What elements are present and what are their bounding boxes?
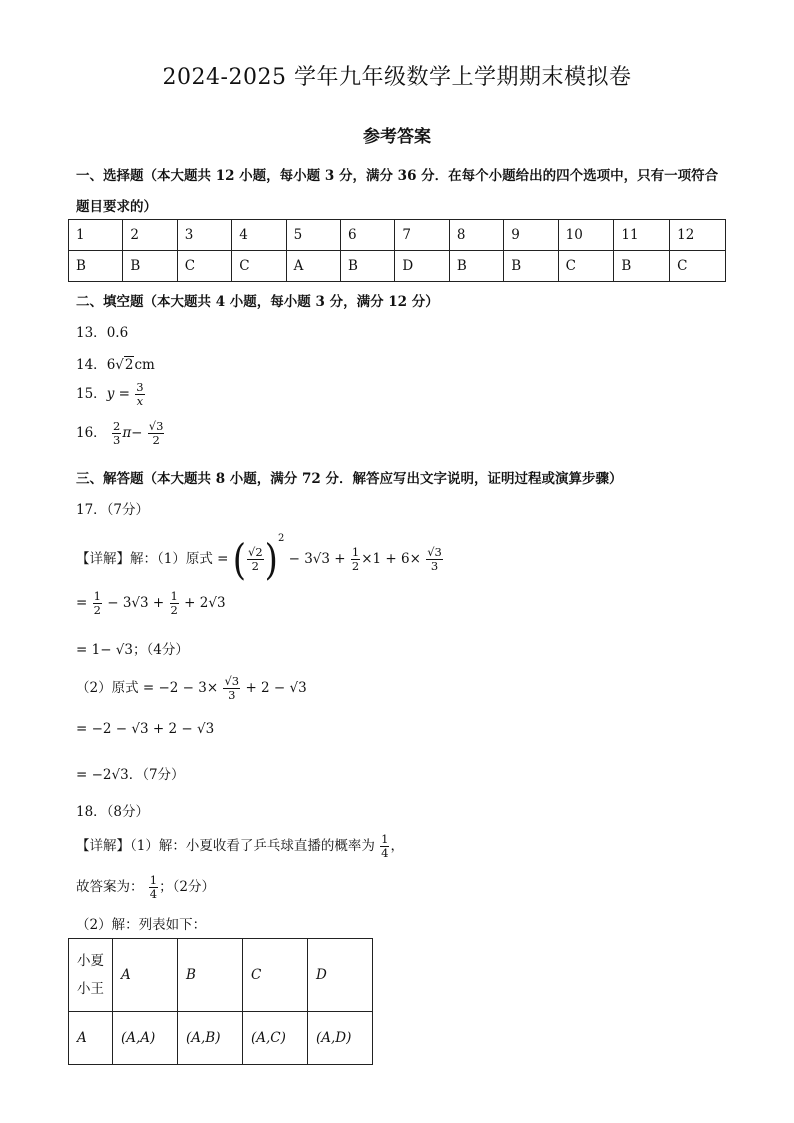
answer-cell: B <box>614 251 670 282</box>
q17-line3: = 1− √3；（4分） <box>76 642 189 658</box>
q17-l1-tail2: ×1 + 6× <box>361 551 421 567</box>
q13-label: 13． <box>76 325 107 341</box>
question-number-cell: 9 <box>504 220 558 251</box>
q14-unit: cm <box>134 357 155 373</box>
q17-l4-text: （2）原式 = −2 − 3× <box>76 680 219 696</box>
q18-detail-end: ， <box>390 838 404 854</box>
q18-detail-line <box>76 833 404 860</box>
q15-den: x <box>136 394 144 408</box>
section3-heading: 三、解答题（本大题共 8 小题，满分 72 分．解答应写出文字说明，证明过程或演算步骤） <box>76 471 623 487</box>
sqrt-symbol: √ <box>115 357 124 373</box>
outcome-cell: (A,A) <box>113 1012 178 1065</box>
answer-cell: C <box>558 251 614 282</box>
question-number-cell: 7 <box>395 220 450 251</box>
answer-table-answer-row <box>69 251 726 282</box>
page-title: 2024-2025 学年九年级数学上学期期末模拟卷 <box>162 65 632 90</box>
answer-cell: B <box>449 251 503 282</box>
q14-answer <box>76 353 155 373</box>
q15-lhs: y = <box>106 386 130 402</box>
probability-row-a <box>69 1012 373 1065</box>
page-subtitle: 参考答案 <box>363 127 431 147</box>
q17-line2: = $\frac{1}{2}$ − 3√3 + $\frac{1}{2}$ + 2√3 <box>76 589 226 617</box>
q14-label: 14． <box>76 357 107 373</box>
q17-l4-frac: $\frac{√3}{3}$ <box>224 674 240 702</box>
outcome-cell: (A,C) <box>243 1012 308 1065</box>
q16-num2: √3 <box>148 419 164 433</box>
q14-radicand: 2 <box>124 357 134 373</box>
exponent: 2 <box>277 533 285 544</box>
answer-cell: B <box>341 251 395 282</box>
q18-ans-frac: $\frac{1}{4}$ <box>149 873 158 901</box>
q18-ans-end: ；（2分） <box>159 879 215 895</box>
q15-label: 15． <box>76 386 107 402</box>
q17-l2-frac-2: $\frac{1}{2}$ <box>170 589 178 617</box>
answer-cell: B <box>123 251 177 282</box>
q16-num1: 2 <box>112 419 121 433</box>
right-paren: ) <box>264 534 278 585</box>
question-number-cell: 4 <box>232 220 286 251</box>
q14-coef: 6 <box>106 357 116 373</box>
corner-top: 小夏 <box>77 953 104 969</box>
answer-cell: B <box>69 251 123 282</box>
q16-label: 16． <box>76 425 107 441</box>
q16-fraction-1 <box>112 420 121 447</box>
answer-table <box>68 219 726 282</box>
q17-frac-half: $\frac{1}{2}$ <box>351 545 360 573</box>
question-number-cell: 6 <box>341 220 395 251</box>
q13-answer <box>76 321 128 341</box>
q17-l1-tail1: − 3√3 + <box>288 551 346 567</box>
outcome-cell: (A,B) <box>178 1012 243 1065</box>
q15-fraction <box>135 381 144 408</box>
question-number-cell: 1 <box>69 220 123 251</box>
q18-frac-quarter: $\frac{1}{4}$ <box>381 832 389 860</box>
answer-cell: A <box>286 251 340 282</box>
q17-l2-tail: + 2√3 <box>184 595 226 611</box>
q16-fraction-2 <box>148 420 165 447</box>
question-number-cell: 2 <box>123 220 177 251</box>
q17-l4-tail: + 2 − √3 <box>245 680 307 696</box>
question-number-cell: 10 <box>558 220 614 251</box>
question-number-cell: 12 <box>670 220 726 251</box>
answer-cell: C <box>670 251 726 282</box>
q17-frac-sqrt3-over-3: $\frac{√3}{3}$ <box>427 545 442 573</box>
q17-line5: = −2 − √3 + 2 − √3 <box>76 721 215 737</box>
column-header-cell: C <box>243 939 308 1012</box>
corner-bottom: 小王 <box>77 981 104 997</box>
answer-cell: C <box>232 251 286 282</box>
q16-pi: π− <box>122 425 143 441</box>
question-number-cell: 11 <box>614 220 670 251</box>
q16-den2: 2 <box>152 433 160 447</box>
column-header-cell: B <box>178 939 243 1012</box>
q15-num: 3 <box>136 380 144 394</box>
answer-cell: D <box>395 251 450 282</box>
question-number-cell: 3 <box>177 220 231 251</box>
outcome-cell: (A,D) <box>308 1012 373 1065</box>
column-header-cell: A <box>113 939 178 1012</box>
answer-cell: B <box>504 251 558 282</box>
q18-ans: 故答案为： <box>76 879 144 895</box>
question-number-cell: 8 <box>449 220 503 251</box>
q17-line1: 【详解】解：（1）原式 = ( $\frac{√2}{2}$ )$^2$ − 3√3 + $\frac{1}{2}$ ×1 + 6× $\frac{√3}{3}$ <box>76 533 442 585</box>
q18-detail: 【详解】（1）解：小夏收看了乒乓球直播的概率为 <box>76 838 375 854</box>
q17-line4 <box>76 675 307 702</box>
q18-label: 18．（8分） <box>76 804 150 820</box>
corner-cell <box>69 939 113 1012</box>
section2-heading: 二、填空题（本大题共 4 小题，每小题 3 分，满分 12 分） <box>76 294 439 310</box>
q16-den1: 3 <box>112 433 121 447</box>
q15-answer <box>76 381 146 408</box>
q17-l2-text: − 3√3 + <box>107 595 165 611</box>
question-number-cell: 5 <box>286 220 340 251</box>
q17-line6: = −2√3．（7分） <box>76 767 185 783</box>
q16-answer <box>76 420 165 447</box>
section1-heading-line1: 一、选择题（本大题共 12 小题，每小题 3 分，满分 36 分．在每个小题给出的四个选项中，只有一项符合 <box>76 168 719 184</box>
q18-part2: （2）解：列表如下： <box>76 917 207 933</box>
q17-detail: 【详解】解：（1）原式 <box>76 551 213 567</box>
answer-cell: C <box>177 251 231 282</box>
probability-table <box>68 938 373 1065</box>
q17-l2-frac-1: $\frac{1}{2}$ <box>93 589 101 617</box>
q17-frac-sqrt2-over-2: $\frac{√2}{2}$ <box>248 545 263 573</box>
q13-value: 0.6 <box>106 325 129 341</box>
column-header-cell: D <box>308 939 373 1012</box>
q18-answer-line <box>76 874 215 901</box>
answer-table-number-row <box>69 220 726 251</box>
left-paren: ( <box>232 534 247 585</box>
probability-header-row <box>69 939 373 1012</box>
q17-label: 17．（7分） <box>76 502 150 518</box>
section1-heading-line2: 题目要求的） <box>76 199 157 215</box>
row-header-cell: A <box>69 1012 113 1065</box>
